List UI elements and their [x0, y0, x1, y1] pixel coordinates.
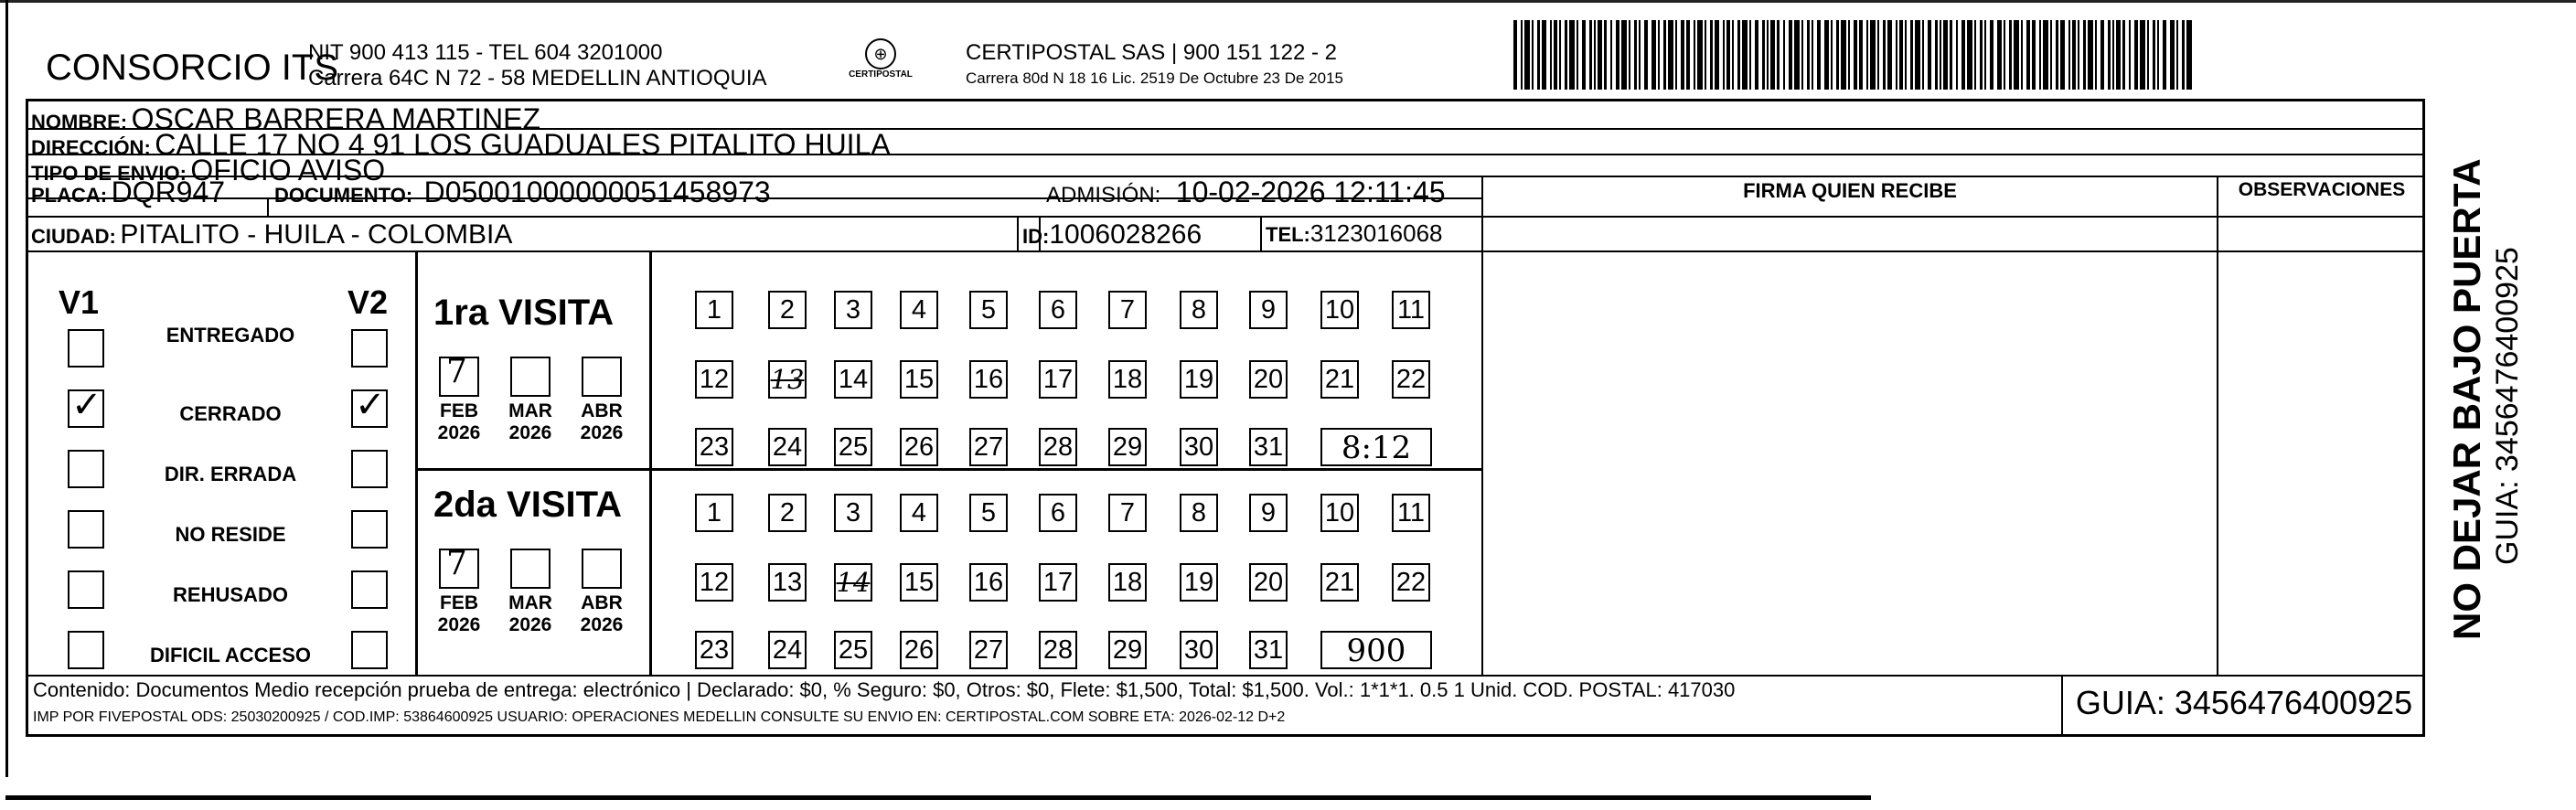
second-day-box[interactable]: 18 — [1108, 563, 1147, 602]
month-name: ABR — [581, 400, 623, 421]
barcode-bar — [1732, 20, 1734, 90]
row-line — [26, 216, 2425, 218]
second-day-box[interactable]: 3 — [834, 494, 872, 532]
second-day-box[interactable]: 11 — [1392, 494, 1430, 532]
first-month-label — [430, 400, 488, 444]
firma-header: FIRMA QUIEN RECIBE — [1743, 179, 1957, 202]
barcode-bar — [1801, 20, 1803, 90]
barcode-bar — [2021, 20, 2023, 90]
certipostal-logo — [849, 38, 913, 80]
barcode-bar — [2043, 20, 2048, 90]
barcode-bar — [1928, 20, 1931, 90]
barcode-bar — [1639, 20, 1641, 90]
barcode-bar — [2014, 20, 2019, 90]
barcode-bar — [1767, 20, 1769, 90]
barcode-bar — [1710, 20, 1713, 90]
barcode-bar — [1940, 20, 1941, 90]
barcode-bar — [2009, 20, 2012, 90]
barcode-bar — [1905, 20, 1907, 90]
barcode-bar — [1668, 20, 1673, 90]
month-year: 2026 — [437, 614, 481, 635]
second-month-box[interactable] — [510, 549, 550, 589]
barcode-bar — [1742, 20, 1748, 90]
barcode-bar — [2112, 20, 2114, 90]
col-line — [1017, 216, 1019, 250]
v1-checkbox[interactable] — [68, 570, 104, 609]
second-day-box[interactable]: 2 — [768, 494, 807, 532]
barcode-bar — [1789, 20, 1792, 90]
first-day-box[interactable]: 22 — [1392, 360, 1430, 399]
barcode-bar — [2060, 20, 2065, 90]
second-day-box[interactable]: 13 — [768, 563, 807, 602]
documento-field — [274, 176, 771, 209]
v1-checkbox[interactable] — [68, 329, 104, 368]
barcode-bar — [1859, 20, 1863, 90]
second-day-box[interactable]: 21 — [1320, 563, 1359, 602]
barcode-bar — [1705, 20, 1706, 90]
barcode-bar — [1794, 20, 1800, 90]
first-day-box[interactable]: 1 — [695, 291, 733, 329]
barcode-bar — [2088, 20, 2093, 90]
month-year: 2026 — [508, 422, 552, 443]
barcode-bar — [1559, 20, 1561, 90]
ciudad-value: PITALITO - HUILA - COLOMBIA — [120, 219, 513, 250]
barcode-bar — [2083, 20, 2086, 90]
carrier-line1: CERTIPOSTAL SAS | 900 151 122 - 2 — [966, 40, 1337, 65]
barcode-bar — [1604, 20, 1607, 90]
first-day-box[interactable]: 31 — [1249, 428, 1288, 466]
barcode-bar — [1582, 20, 1586, 90]
barcode-bar — [1749, 20, 1751, 90]
barcode-bar — [2056, 20, 2058, 90]
barcode-bar — [1967, 20, 1972, 90]
barcode-bar — [1974, 20, 1976, 90]
second-visit-title: 2da VISITA — [433, 485, 622, 525]
first-day-box[interactable]: 26 — [900, 428, 938, 466]
placa-label: PLACA: — [31, 184, 108, 207]
second-day-box[interactable]: 15 — [900, 563, 938, 602]
v2-checkbox[interactable] — [351, 631, 388, 669]
month-year: 2026 — [437, 422, 481, 443]
second-day-box[interactable]: 8 — [1180, 494, 1218, 532]
second-day-box[interactable]: 16 — [969, 563, 1008, 602]
first-month-mark: 7 — [446, 353, 467, 390]
v2-header: V2 — [347, 283, 389, 321]
first-day-box[interactable]: 2 — [768, 291, 807, 329]
first-day-box[interactable]: 13 — [768, 360, 807, 399]
company-address: Carrera 64C N 72 - 58 MEDELLIN ANTIOQUIA — [308, 66, 767, 91]
v1-checkbox[interactable] — [68, 384, 104, 428]
barcode-bar — [1943, 20, 1948, 90]
row-line — [26, 250, 2425, 252]
first-month-box[interactable] — [510, 357, 550, 397]
month-year: 2026 — [508, 614, 552, 635]
first-day-box[interactable]: 23 — [695, 428, 733, 466]
first-month-box[interactable] — [582, 357, 622, 397]
barcode-bar — [2026, 20, 2030, 90]
second-day-box[interactable]: 22 — [1392, 563, 1430, 602]
barcode-bar — [1675, 20, 1677, 90]
first-day-box[interactable]: 18 — [1108, 360, 1147, 399]
col-line — [415, 250, 418, 675]
first-day-box[interactable]: 15 — [900, 360, 938, 399]
first-day-box[interactable]: 19 — [1180, 360, 1218, 399]
barcode-bar — [1598, 20, 1602, 90]
direccion-label: DIRECCIÓN: — [31, 136, 151, 159]
documento-label: DOCUMENTO: — [274, 184, 413, 207]
barcode-bar — [1896, 20, 1897, 90]
top-rule — [0, 0, 2576, 3]
second-day-box[interactable]: 20 — [1249, 563, 1288, 602]
barcode-bar — [2134, 20, 2138, 90]
barcode-bar — [2170, 20, 2175, 90]
first-day-box[interactable]: 8 — [1180, 291, 1218, 329]
first-day-box[interactable]: 5 — [969, 291, 1008, 329]
second-day-box[interactable]: 25 — [834, 631, 872, 669]
first-day-box[interactable]: 21 — [1320, 360, 1359, 399]
footer-impresion: IMP POR FIVEPOSTAL ODS: 25030200925 / COD.IMP: 53864600925 USUARIO: OPERACIONES MEDELLIN CONSULTE SU ENVIO EN: CERTIPOSTAL.COM SOBRE ETA: 2026-02-12 D+2 — [33, 709, 1286, 725]
barcode-bar — [2157, 20, 2159, 90]
bottom-rule — [5, 795, 1871, 800]
second-day-box[interactable]: 12 — [695, 563, 733, 602]
month-name: MAR — [508, 592, 552, 613]
first-month-box[interactable] — [439, 353, 479, 397]
status-label: DIR. ERRADA — [164, 463, 297, 485]
first-day-box[interactable]: 6 — [1039, 291, 1077, 329]
barcode-bar — [1521, 20, 1523, 90]
second-day-box[interactable]: 9 — [1249, 494, 1288, 532]
tel-field — [1266, 219, 1443, 248]
col-line — [2217, 176, 2218, 675]
id-field — [1022, 219, 1202, 250]
status-label: ENTREGADO — [166, 324, 295, 346]
side-guia: GUIA: 3456476400925 — [2490, 247, 2525, 565]
barcode-bar — [1922, 20, 1924, 90]
barcode-bar — [1848, 20, 1850, 90]
barcode-bar — [2004, 20, 2005, 90]
left-rule — [5, 0, 8, 777]
admision-label: ADMISIÓN: — [1046, 183, 1161, 208]
v2-check-mark: ✓ — [355, 384, 386, 426]
barcode-bar — [1956, 20, 1958, 90]
barcode-bar — [1899, 20, 1903, 90]
first-day-box[interactable]: 3 — [834, 291, 872, 329]
first-day-box[interactable]: 20 — [1249, 360, 1288, 399]
second-day-box[interactable]: 23 — [695, 631, 733, 669]
barcode-bar — [2072, 20, 2076, 90]
barcode-bar — [2068, 20, 2070, 90]
v2-checkbox[interactable] — [351, 450, 388, 488]
barcode-bar — [1915, 20, 1920, 90]
barcode-bar — [1841, 20, 1846, 90]
first-day-box[interactable]: 4 — [900, 291, 938, 329]
barcode-bar — [1836, 20, 1839, 90]
col-line — [267, 197, 269, 218]
second-day-box[interactable]: 28 — [1039, 631, 1077, 669]
barcode-bar — [1565, 20, 1567, 90]
month-name: ABR — [581, 592, 623, 613]
v2-checkbox[interactable] — [351, 329, 388, 368]
barcode-bar — [2176, 20, 2178, 90]
second-day-box[interactable]: 5 — [969, 494, 1008, 532]
col-line — [649, 250, 652, 675]
barcode-bar — [2032, 20, 2036, 90]
second-month-mark: 7 — [446, 545, 467, 582]
barcode-bar — [1737, 20, 1740, 90]
direccion-value: CALLE 17 NO 4 91 LOS GUADUALES PITALITO HUILA — [155, 128, 891, 161]
row-line — [26, 675, 2425, 677]
footer-contenido: Contenido: Documentos Medio recepción prueba de entrega: electrónico | Declarado: $0, % Seguro: $0, Otros: $0, Flete: $1,500, Total: $1,500. Vol.: 1*1*1. 0.5 1 Unid. COD. POSTAL: 417030 — [33, 678, 1736, 701]
barcode-bar — [2039, 20, 2041, 90]
barcode-bar — [2140, 20, 2145, 90]
second-day-box[interactable]: 27 — [969, 631, 1008, 669]
barcode-bar — [1651, 20, 1656, 90]
barcode-bar — [1770, 20, 1775, 90]
barcode-bar — [1616, 20, 1619, 90]
month-year: 2026 — [580, 422, 624, 443]
barcode-bar — [2122, 20, 2125, 90]
barcode-bar — [1783, 20, 1785, 90]
first-month-label — [572, 400, 631, 444]
barcode-bar — [1755, 20, 1758, 90]
admision-field — [1046, 176, 1446, 209]
barcode-bar — [2100, 20, 2104, 90]
barcode-bar — [2116, 20, 2121, 90]
barcode-bar — [1883, 20, 1886, 90]
col-line — [1260, 216, 1262, 250]
second-month-label — [430, 592, 488, 636]
ciudad-label: CIUDAD: — [31, 225, 116, 248]
barcode-bar — [1634, 20, 1637, 90]
barcode-bar — [1831, 20, 1833, 90]
barcode-bar — [1542, 20, 1546, 90]
barcode-bar — [2186, 20, 2192, 90]
barcode-bar — [1824, 20, 1829, 90]
carrier-line2: Carrera 80d N 18 16 Lic. 2519 De Octubre 23 De 2015 — [966, 69, 1343, 87]
side-warning: NO DEJAR BAJO PUERTA — [2445, 158, 2488, 640]
barcode-bar — [1812, 20, 1813, 90]
tipo-label: TIPO DE ENVIO: — [31, 162, 187, 185]
first-day-box[interactable]: 27 — [969, 428, 1008, 466]
second-day-box[interactable]: 19 — [1180, 563, 1218, 602]
first-day-box[interactable]: 7 — [1108, 291, 1147, 329]
barcode-bar — [1594, 20, 1596, 90]
barcode-bar — [1532, 20, 1534, 90]
barcode-bar — [1887, 20, 1892, 90]
barcode-bar — [1807, 20, 1810, 90]
second-day-box[interactable]: 4 — [900, 494, 938, 532]
barcode-bar — [1621, 20, 1627, 90]
barcode-bar — [2050, 20, 2052, 90]
barcode-bar — [1762, 20, 1765, 90]
placa-value: DQR947 — [111, 176, 226, 208]
month-name: FEB — [440, 400, 478, 421]
first-day-box[interactable]: 28 — [1039, 428, 1077, 466]
nombre-value: OSCAR BARRERA MARTINEZ — [131, 102, 541, 135]
first-day-box[interactable]: 25 — [834, 428, 872, 466]
barcode-bar — [1681, 20, 1684, 90]
barcode-bar — [2163, 20, 2166, 90]
first-visit-title: 1ra VISITA — [433, 293, 615, 333]
barcode-bar — [1554, 20, 1557, 90]
barcode-bar — [1537, 20, 1540, 90]
documento-value: D05001000000051458973 — [423, 176, 771, 208]
barcode-bar — [1715, 20, 1719, 90]
v1-checkbox[interactable] — [68, 510, 104, 549]
barcode-bar — [1870, 20, 1876, 90]
first-day-box[interactable]: 11 — [1392, 291, 1430, 329]
tel-label: TEL: — [1266, 223, 1310, 246]
barcode — [1513, 20, 2208, 90]
footer-guia: GUIA: 3456476400925 — [2075, 684, 2413, 721]
observaciones-header: OBSERVACIONES — [2238, 179, 2406, 200]
first-day-box[interactable]: 9 — [1249, 291, 1288, 329]
barcode-bar — [1854, 20, 1857, 90]
first-day-box[interactable]: 30 — [1180, 428, 1218, 466]
v2-checkbox[interactable] — [351, 384, 388, 428]
barcode-bar — [1589, 20, 1592, 90]
barcode-bar — [1961, 20, 1965, 90]
barcode-bar — [1697, 20, 1703, 90]
tipo-value: OFICIO AVISO — [190, 154, 386, 187]
barcode-bar — [1569, 20, 1575, 90]
barcode-bar — [1550, 20, 1552, 90]
nombre-label: NOMBRE: — [31, 111, 128, 133]
barcode-bar — [1990, 20, 1993, 90]
barcode-bar — [1610, 20, 1612, 90]
barcode-bar — [1644, 20, 1648, 90]
second-day-box[interactable]: 6 — [1039, 494, 1077, 532]
v1-header: V1 — [59, 283, 100, 321]
barcode-bar — [1866, 20, 1868, 90]
status-label: NO RESIDE — [175, 523, 286, 546]
second-month-label — [572, 592, 631, 636]
status-label: CERRADO — [179, 402, 282, 425]
barcode-bar — [1950, 20, 1952, 90]
second-day-box[interactable]: 17 — [1039, 563, 1077, 602]
first-day-box[interactable]: 17 — [1039, 360, 1077, 399]
second-day-box[interactable]: 7 — [1108, 494, 1147, 532]
second-day-box[interactable]: 31 — [1249, 631, 1288, 669]
first-month-label — [501, 400, 560, 444]
barcode-bar — [2095, 20, 2097, 90]
second-month-label — [501, 592, 560, 636]
second-day-box[interactable]: 30 — [1180, 631, 1218, 669]
barcode-bar — [2153, 20, 2155, 90]
v1-check-mark: ✓ — [71, 384, 102, 426]
month-name: MAR — [508, 400, 552, 421]
first-time-box[interactable]: 8:12 — [1320, 428, 1432, 466]
first-day-box[interactable]: 29 — [1108, 428, 1147, 466]
first-day-box[interactable]: 14 — [834, 360, 872, 399]
v1-checkbox[interactable] — [68, 450, 104, 488]
v2-checkbox[interactable] — [351, 570, 388, 609]
barcode-bar — [2078, 20, 2079, 90]
second-day-box[interactable]: 29 — [1108, 631, 1147, 669]
placa-field — [31, 176, 225, 209]
barcode-bar — [1629, 20, 1630, 90]
second-day-box[interactable]: 14 — [834, 563, 872, 602]
barcode-bar — [2108, 20, 2111, 90]
barcode-bar — [1726, 20, 1730, 90]
barcode-bar — [1984, 20, 1986, 90]
first-day-box[interactable]: 16 — [969, 360, 1008, 399]
row-line — [415, 468, 1483, 471]
company-name: CONSORCIO ITS — [46, 48, 339, 88]
month-name: FEB — [440, 592, 478, 613]
second-day-box[interactable]: 10 — [1320, 494, 1359, 532]
month-year: 2026 — [580, 614, 624, 635]
second-day-box[interactable]: 26 — [900, 631, 938, 669]
barcode-bar — [1877, 20, 1879, 90]
barcode-bar — [1513, 20, 1517, 90]
barcode-bar — [1817, 20, 1821, 90]
second-day-box[interactable]: 1 — [695, 494, 733, 532]
barcode-bar — [1694, 20, 1695, 90]
barcode-bar — [1777, 20, 1780, 90]
v1-checkbox[interactable] — [68, 631, 104, 669]
barcode-bar — [1723, 20, 1725, 90]
logo-text: CERTIPOSTAL — [849, 69, 913, 80]
status-label: REHUSADO — [173, 583, 288, 606]
barcode-bar — [1658, 20, 1660, 90]
barcode-bar — [1935, 20, 1938, 90]
barcode-bar — [2182, 20, 2185, 90]
barcode-bar — [1663, 20, 1666, 90]
v2-checkbox[interactable] — [351, 510, 388, 549]
barcode-bar — [1577, 20, 1578, 90]
barcode-bar — [1980, 20, 1983, 90]
id-label: ID: — [1022, 225, 1050, 248]
second-month-box[interactable] — [582, 549, 622, 589]
tel-value: 3123016068 — [1309, 219, 1443, 247]
col-line — [1481, 176, 1483, 675]
id-value: 1006028266 — [1049, 219, 1202, 250]
barcode-bar — [2129, 20, 2131, 90]
barcode-bar — [2147, 20, 2149, 90]
second-time-box[interactable]: 900 — [1320, 631, 1432, 669]
barcode-bar — [1686, 20, 1690, 90]
first-day-box[interactable]: 24 — [768, 428, 807, 466]
barcode-bar — [1997, 20, 2002, 90]
barcode-bar — [1524, 20, 1530, 90]
first-day-box[interactable]: 10 — [1320, 291, 1359, 329]
second-day-box[interactable]: 24 — [768, 631, 807, 669]
second-month-box[interactable] — [439, 545, 479, 589]
first-day-box[interactable]: 12 — [695, 360, 733, 399]
company-nit: NIT 900 413 115 - TEL 604 3201000 — [308, 40, 663, 65]
status-label: DIFICIL ACCESO — [149, 644, 311, 666]
ciudad-field — [31, 219, 512, 250]
logo-icon: ⊕ — [865, 38, 896, 69]
admision-value: 10-02-2026 12:11:45 — [1175, 176, 1446, 208]
barcode-bar — [1910, 20, 1913, 90]
